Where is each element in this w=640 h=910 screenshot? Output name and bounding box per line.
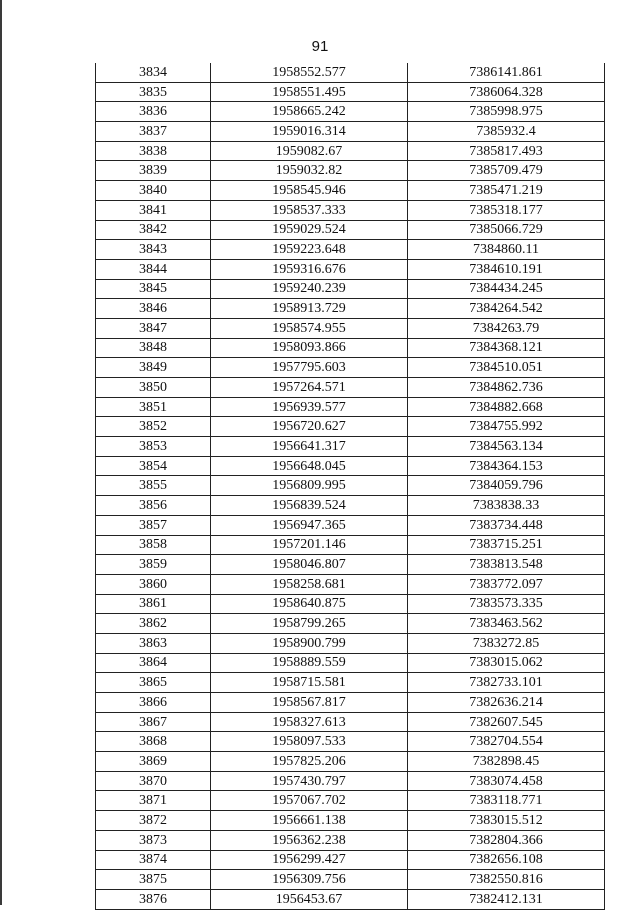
point-number-cell: 3843	[96, 240, 211, 260]
y-coordinate-cell: 7384434.245	[408, 279, 605, 299]
table-row	[96, 378, 605, 398]
x-coordinate-cell: 1958913.729	[211, 299, 408, 319]
x-coordinate-cell: 1958046.807	[211, 555, 408, 575]
point-number-cell: 3870	[96, 771, 211, 791]
point-number-cell: 3875	[96, 870, 211, 890]
table-row	[96, 889, 605, 909]
y-coordinate-cell: 7384263.79	[408, 318, 605, 338]
table-row	[96, 299, 605, 319]
point-number-cell: 3848	[96, 338, 211, 358]
y-coordinate-cell: 7384368.121	[408, 338, 605, 358]
point-number-cell: 3834	[96, 63, 211, 82]
point-number-cell: 3837	[96, 122, 211, 142]
y-coordinate-cell: 7383772.097	[408, 574, 605, 594]
x-coordinate-cell: 1956809.995	[211, 476, 408, 496]
point-number-cell: 3841	[96, 200, 211, 220]
point-number-cell: 3842	[96, 220, 211, 240]
table-row	[96, 476, 605, 496]
point-number-cell: 3867	[96, 712, 211, 732]
table-row	[96, 82, 605, 102]
page-number: 91	[311, 38, 329, 55]
point-number-cell: 3874	[96, 850, 211, 870]
point-number-cell: 3852	[96, 417, 211, 437]
table-row	[96, 200, 605, 220]
y-coordinate-cell: 7385709.479	[408, 161, 605, 181]
x-coordinate-cell: 1958093.866	[211, 338, 408, 358]
y-coordinate-cell: 7382733.101	[408, 673, 605, 693]
table-row	[96, 870, 605, 890]
y-coordinate-cell: 7383573.335	[408, 594, 605, 614]
table-row	[96, 555, 605, 575]
x-coordinate-cell: 1959240.239	[211, 279, 408, 299]
y-coordinate-cell: 7384860.11	[408, 240, 605, 260]
x-coordinate-cell: 1958552.577	[211, 63, 408, 82]
table-row	[96, 771, 605, 791]
table-row	[96, 181, 605, 201]
point-number-cell: 3855	[96, 476, 211, 496]
y-coordinate-cell: 7385998.975	[408, 102, 605, 122]
x-coordinate-cell: 1958567.817	[211, 693, 408, 713]
y-coordinate-cell: 7384264.542	[408, 299, 605, 319]
table-row	[96, 102, 605, 122]
y-coordinate-cell: 7383463.562	[408, 614, 605, 634]
x-coordinate-cell: 1957430.797	[211, 771, 408, 791]
table-row	[96, 496, 605, 516]
point-number-cell: 3868	[96, 732, 211, 752]
point-number-cell: 3876	[96, 889, 211, 909]
table-row	[96, 574, 605, 594]
x-coordinate-cell: 1959016.314	[211, 122, 408, 142]
y-coordinate-cell: 7382607.545	[408, 712, 605, 732]
point-number-cell: 3850	[96, 378, 211, 398]
point-number-cell: 3864	[96, 653, 211, 673]
table-row	[96, 141, 605, 161]
point-number-cell: 3839	[96, 161, 211, 181]
x-coordinate-cell: 1956309.756	[211, 870, 408, 890]
x-coordinate-cell: 1959316.676	[211, 259, 408, 279]
y-coordinate-cell: 7382804.366	[408, 830, 605, 850]
x-coordinate-cell: 1956661.138	[211, 811, 408, 831]
point-number-cell: 3854	[96, 456, 211, 476]
table-row	[96, 397, 605, 417]
point-number-cell: 3846	[96, 299, 211, 319]
y-coordinate-cell: 7382898.45	[408, 752, 605, 772]
point-number-cell: 3869	[96, 752, 211, 772]
x-coordinate-cell: 1957825.206	[211, 752, 408, 772]
table-row	[96, 220, 605, 240]
x-coordinate-cell: 1958799.265	[211, 614, 408, 634]
table-row	[96, 279, 605, 299]
table-row	[96, 240, 605, 260]
scan-edge	[0, 0, 2, 905]
point-number-cell: 3857	[96, 515, 211, 535]
point-number-cell: 3853	[96, 437, 211, 457]
y-coordinate-cell: 7384610.191	[408, 259, 605, 279]
table-row	[96, 693, 605, 713]
point-number-cell: 3866	[96, 693, 211, 713]
table-row	[96, 161, 605, 181]
y-coordinate-cell: 7383015.062	[408, 653, 605, 673]
y-coordinate-cell: 7382704.554	[408, 732, 605, 752]
y-coordinate-cell: 7383734.448	[408, 515, 605, 535]
x-coordinate-cell: 1958097.533	[211, 732, 408, 752]
x-coordinate-cell: 1958665.242	[211, 102, 408, 122]
point-number-cell: 3872	[96, 811, 211, 831]
x-coordinate-cell: 1957201.146	[211, 535, 408, 555]
point-number-cell: 3861	[96, 594, 211, 614]
point-number-cell: 3838	[96, 141, 211, 161]
coordinates-table	[95, 63, 605, 910]
y-coordinate-cell: 7382656.108	[408, 850, 605, 870]
x-coordinate-cell: 1956947.365	[211, 515, 408, 535]
y-coordinate-cell: 7384364.153	[408, 456, 605, 476]
table-row	[96, 673, 605, 693]
y-coordinate-cell: 7384510.051	[408, 358, 605, 378]
x-coordinate-cell: 1957264.571	[211, 378, 408, 398]
point-number-cell: 3845	[96, 279, 211, 299]
table-row	[96, 752, 605, 772]
x-coordinate-cell: 1957795.603	[211, 358, 408, 378]
point-number-cell: 3858	[96, 535, 211, 555]
y-coordinate-cell: 7386141.861	[408, 63, 605, 82]
point-number-cell: 3851	[96, 397, 211, 417]
x-coordinate-cell: 1958551.495	[211, 82, 408, 102]
x-coordinate-cell: 1956299.427	[211, 850, 408, 870]
x-coordinate-cell: 1956720.627	[211, 417, 408, 437]
table-row	[96, 614, 605, 634]
y-coordinate-cell: 7383074.458	[408, 771, 605, 791]
x-coordinate-cell: 1959082.67	[211, 141, 408, 161]
y-coordinate-cell: 7383813.548	[408, 555, 605, 575]
y-coordinate-cell: 7382412.131	[408, 889, 605, 909]
table-row	[96, 732, 605, 752]
point-number-cell: 3847	[96, 318, 211, 338]
point-number-cell: 3860	[96, 574, 211, 594]
y-coordinate-cell: 7385932.4	[408, 122, 605, 142]
x-coordinate-cell: 1958640.875	[211, 594, 408, 614]
x-coordinate-cell: 1956362.238	[211, 830, 408, 850]
x-coordinate-cell: 1956648.045	[211, 456, 408, 476]
x-coordinate-cell: 1958537.333	[211, 200, 408, 220]
x-coordinate-cell: 1958574.955	[211, 318, 408, 338]
y-coordinate-cell: 7385066.729	[408, 220, 605, 240]
table-row	[96, 417, 605, 437]
y-coordinate-cell: 7386064.328	[408, 82, 605, 102]
table-row	[96, 259, 605, 279]
table-row	[96, 791, 605, 811]
table-row	[96, 437, 605, 457]
y-coordinate-cell: 7384755.992	[408, 417, 605, 437]
table-row	[96, 535, 605, 555]
table-row	[96, 594, 605, 614]
table-row	[96, 63, 605, 82]
y-coordinate-cell: 7385471.219	[408, 181, 605, 201]
y-coordinate-cell: 7382550.816	[408, 870, 605, 890]
x-coordinate-cell: 1956453.67	[211, 889, 408, 909]
x-coordinate-cell: 1958889.559	[211, 653, 408, 673]
table-row	[96, 318, 605, 338]
table-row	[96, 830, 605, 850]
table-row	[96, 811, 605, 831]
x-coordinate-cell: 1958900.799	[211, 633, 408, 653]
x-coordinate-cell: 1959223.648	[211, 240, 408, 260]
point-number-cell: 3871	[96, 791, 211, 811]
y-coordinate-cell: 7384862.736	[408, 378, 605, 398]
y-coordinate-cell: 7383272.85	[408, 633, 605, 653]
y-coordinate-cell: 7383118.771	[408, 791, 605, 811]
x-coordinate-cell: 1957067.702	[211, 791, 408, 811]
point-number-cell: 3859	[96, 555, 211, 575]
x-coordinate-cell: 1958545.946	[211, 181, 408, 201]
x-coordinate-cell: 1956839.524	[211, 496, 408, 516]
x-coordinate-cell: 1956641.317	[211, 437, 408, 457]
table-row	[96, 712, 605, 732]
table-row	[96, 515, 605, 535]
y-coordinate-cell: 7383838.33	[408, 496, 605, 516]
table-row	[96, 653, 605, 673]
point-number-cell: 3862	[96, 614, 211, 634]
table-row	[96, 850, 605, 870]
y-coordinate-cell: 7384563.134	[408, 437, 605, 457]
table-row	[96, 633, 605, 653]
x-coordinate-cell: 1959032.82	[211, 161, 408, 181]
y-coordinate-cell: 7384059.796	[408, 476, 605, 496]
x-coordinate-cell: 1956939.577	[211, 397, 408, 417]
point-number-cell: 3835	[96, 82, 211, 102]
table-row	[96, 358, 605, 378]
point-number-cell: 3849	[96, 358, 211, 378]
point-number-cell: 3856	[96, 496, 211, 516]
point-number-cell: 3863	[96, 633, 211, 653]
y-coordinate-cell: 7384882.668	[408, 397, 605, 417]
point-number-cell: 3865	[96, 673, 211, 693]
y-coordinate-cell: 7385318.177	[408, 200, 605, 220]
y-coordinate-cell: 7385817.493	[408, 141, 605, 161]
table-row	[96, 338, 605, 358]
x-coordinate-cell: 1958327.613	[211, 712, 408, 732]
table-row	[96, 456, 605, 476]
point-number-cell: 3840	[96, 181, 211, 201]
y-coordinate-cell: 7383015.512	[408, 811, 605, 831]
x-coordinate-cell: 1959029.524	[211, 220, 408, 240]
table-row	[96, 122, 605, 142]
y-coordinate-cell: 7383715.251	[408, 535, 605, 555]
point-number-cell: 3873	[96, 830, 211, 850]
coordinates-table-body	[96, 63, 605, 909]
x-coordinate-cell: 1958715.581	[211, 673, 408, 693]
y-coordinate-cell: 7382636.214	[408, 693, 605, 713]
point-number-cell: 3844	[96, 259, 211, 279]
point-number-cell: 3836	[96, 102, 211, 122]
x-coordinate-cell: 1958258.681	[211, 574, 408, 594]
